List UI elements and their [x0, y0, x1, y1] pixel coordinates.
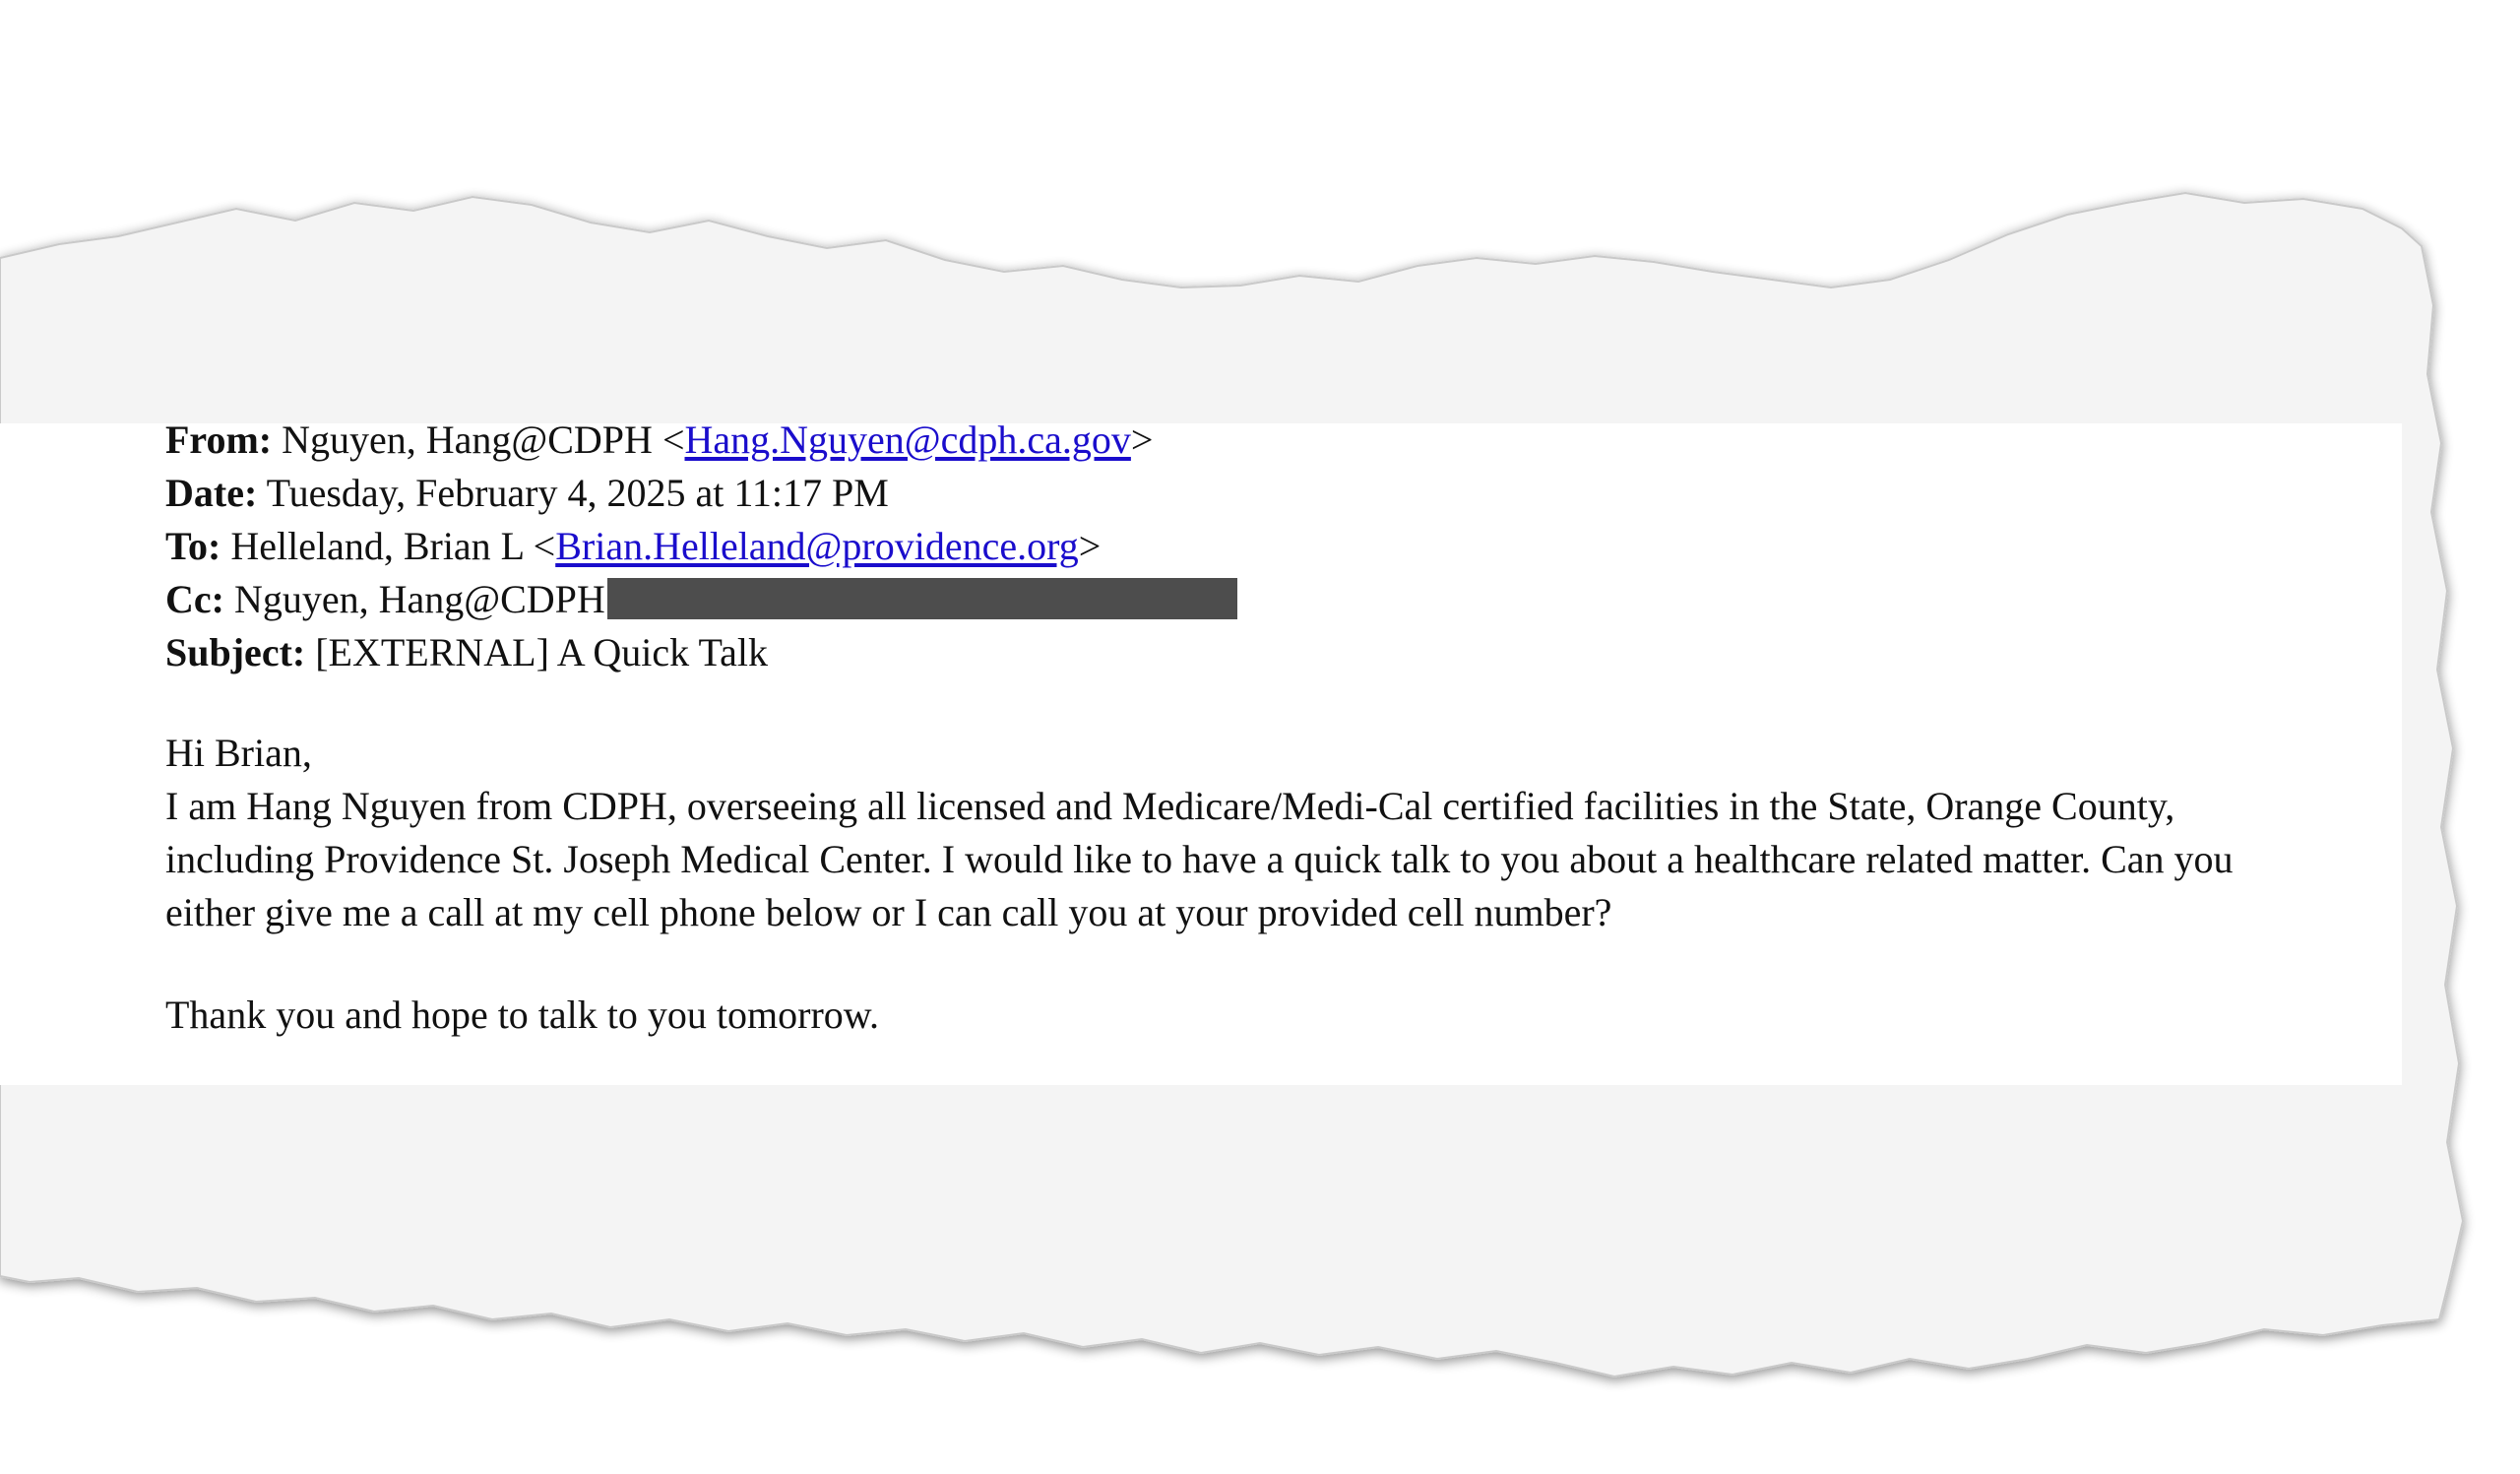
- cc-label: Cc:: [165, 577, 224, 621]
- to-close-bracket: >: [1078, 524, 1102, 568]
- cc-line: [165, 573, 2429, 626]
- subject-label: Subject:: [165, 630, 306, 674]
- subject-line: [165, 626, 2429, 679]
- email-printout: [165, 414, 2429, 1042]
- to-email-link[interactable]: Brian.Helleland@providence.org: [555, 524, 1079, 568]
- from-line: [165, 414, 2429, 467]
- from-name: Nguyen, Hang@CDPH: [282, 417, 653, 462]
- to-line: [165, 520, 2429, 573]
- from-email-link[interactable]: Hang.Nguyen@cdph.ca.gov: [684, 417, 1131, 462]
- date-label: Date:: [165, 471, 258, 515]
- date-line: [165, 467, 2429, 520]
- from-close-bracket: >: [1130, 417, 1154, 462]
- greeting: Hi Brian,: [165, 731, 312, 775]
- to-open-bracket: <: [533, 524, 556, 568]
- cc-name: Nguyen, Hang@CDPH: [233, 577, 605, 621]
- to-label: To:: [165, 524, 221, 568]
- email-body: [165, 727, 2429, 1042]
- from-open-bracket: <: [662, 417, 685, 462]
- closing-line: Thank you and hope to talk to you tomorrow.: [165, 993, 880, 1037]
- body-paragraph: I am Hang Nguyen from CDPH, overseeing all licensed and Medicare/Medi-Cal certified facilities in the State, Orange County, including Providence St. Joseph Medical Center. I would like to have a quick talk to you about a healthcare related matter. Can you either give me a call at my cell phone below or I can call you at your provided cell number?: [165, 784, 2234, 934]
- redaction-bar: [607, 578, 1237, 619]
- from-label: From:: [165, 417, 273, 462]
- to-name: Helleland, Brian L: [230, 524, 524, 568]
- date-value: Tuesday, February 4, 2025 at 11:17 PM: [266, 471, 889, 515]
- subject-value: [EXTERNAL] A Quick Talk: [315, 630, 768, 674]
